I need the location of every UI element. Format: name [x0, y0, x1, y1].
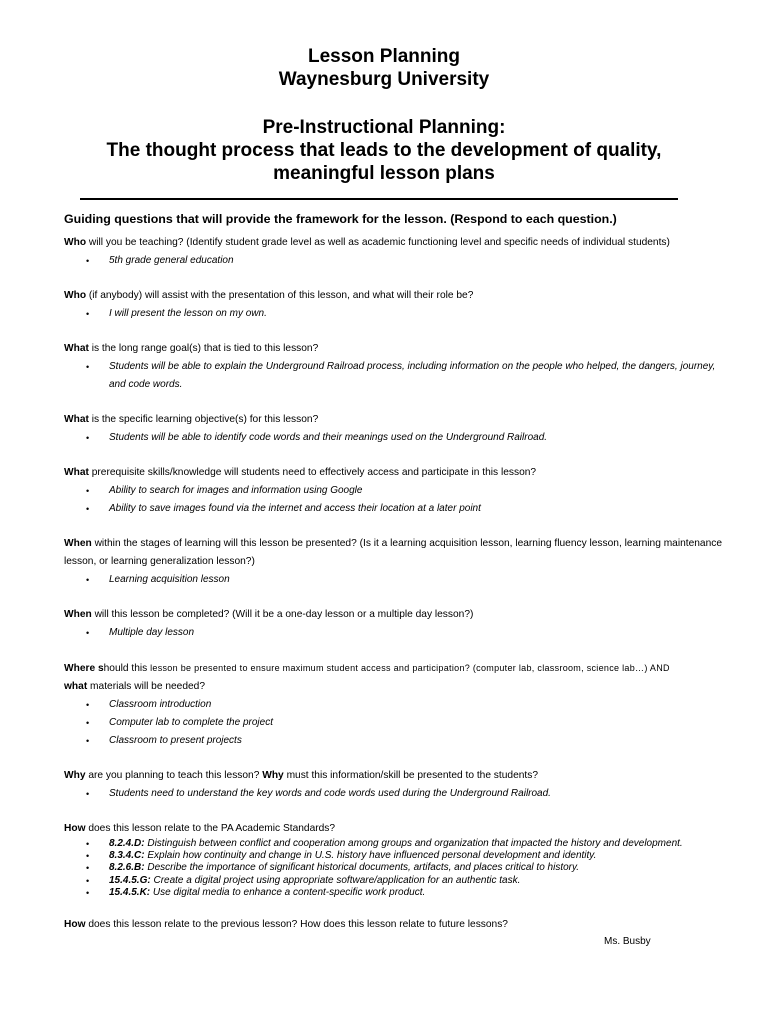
question-where-presented [64, 659, 724, 696]
answer-item [64, 252, 724, 270]
answer-list [64, 785, 724, 803]
standard-item [64, 887, 724, 899]
answer-list [64, 482, 724, 518]
answer-item [64, 482, 724, 500]
standard-description: Describe the importance of significant historical documents, artifacts, and places critical to history. [144, 862, 580, 874]
answer-item [64, 305, 724, 323]
standard-description: Create a digital project using appropriate software/application for an authentic task. [150, 874, 521, 886]
answer-item [64, 696, 724, 714]
question-keyword: How [64, 823, 86, 834]
answer-text: Computer lab to complete the project [109, 717, 273, 728]
question-lesson-relation [64, 916, 724, 934]
answer-item [64, 732, 724, 750]
answer-item [64, 624, 724, 642]
bullet-icon: • [86, 362, 90, 372]
bullet-icon: • [86, 718, 90, 728]
subtitle-line-1: Pre-Instructional Planning: [262, 117, 506, 138]
bullet-icon: • [86, 851, 90, 862]
answer-list [64, 429, 724, 447]
question-text-continued: lesson be presented to ensure maximum student access and participation? (computer lab, classroom, science lab…) AND [150, 663, 670, 673]
question-long-range-goal [64, 340, 724, 358]
standard-item [64, 850, 724, 862]
standard-code: 15.4.5.G: [109, 874, 151, 886]
standard-item [64, 862, 724, 874]
title-line-2: Waynesburg University [278, 69, 490, 90]
question-keyword: what [64, 681, 88, 692]
answer-item [64, 714, 724, 732]
standard-code: 8.2.4.D: [109, 838, 145, 849]
question-text: does this lesson relate to the previous lesson? How does this lesson relate to future lessons? [85, 919, 508, 931]
question-text: prerequisite skills/knowledge will students need to effectively access and participate in this lesson? [88, 467, 537, 478]
title-line-1: Lesson Planning [307, 46, 461, 67]
standard-code: 8.2.6.B: [109, 862, 145, 874]
question-text: (if anybody) will assist with the presentation of this lesson, and what will their role be? [86, 290, 474, 301]
question-learning-objective [64, 411, 724, 429]
question-text: is the specific learning objective(s) for this lesson? [88, 414, 319, 425]
question-text: materials will be needed? [87, 681, 206, 692]
question-completion-time [64, 606, 724, 624]
answer-text: Learning acquisition lesson [109, 574, 230, 585]
question-keyword: How [64, 919, 86, 931]
answer-text: Ability to save images found via the internet and access their location at a later point [109, 503, 481, 514]
question-who-assist [64, 287, 724, 305]
bullet-icon: • [86, 504, 90, 514]
bullet-icon: • [86, 575, 90, 585]
answer-list [64, 571, 724, 589]
answer-item [64, 785, 724, 803]
answer-item [64, 571, 724, 589]
bullet-icon: • [86, 256, 90, 266]
standard-item [64, 875, 724, 887]
bullet-icon: • [86, 875, 90, 886]
question-text: is the long range goal(s) that is tied to this lesson? [88, 343, 319, 354]
answer-item [64, 358, 724, 394]
intro-heading: Guiding questions that will provide the framework for the lesson. (Respond to each question.) [64, 212, 617, 226]
subtitle-block [0, 116, 768, 185]
answer-text: Multiple day lesson [109, 627, 195, 638]
answer-text: Classroom to present projects [109, 735, 242, 746]
bullet-icon: • [86, 789, 90, 799]
question-text: hould this [103, 663, 151, 674]
bullet-icon: • [86, 433, 90, 443]
question-keyword: Why [64, 770, 86, 781]
answer-text: Students will be able to explain the Underground Railroad process, including information on the people who helped, the dangers, journey, and code words. [109, 361, 716, 390]
bullet-icon: • [86, 486, 90, 496]
standards-list [64, 838, 724, 899]
standard-item [64, 838, 724, 850]
subtitle-line-3: meaningful lesson plans [273, 163, 495, 184]
question-keyword: When [64, 538, 92, 549]
horizontal-divider [80, 198, 678, 200]
question-text: within the stages of learning will this lesson be presented? (Is it a learning acquisition lesson, learning fluency lesson, learning maintenance lesson, or learning generalization lesson?) [64, 538, 723, 567]
standard-description: Distinguish between conflict and cooperation among groups and organization that impacted the history and development. [144, 838, 683, 849]
question-why-teach [64, 767, 724, 785]
bullet-icon: • [86, 863, 90, 874]
bullet-icon: • [86, 628, 90, 638]
standard-code: 8.3.4.C: [109, 850, 145, 862]
question-keyword: Why [262, 770, 284, 781]
answer-text: I will present the lesson on my own. [109, 308, 267, 319]
question-text: will you be teaching? (Identify student grade level as well as academic functioning level and specific needs of individual students) [86, 237, 670, 248]
answer-text: Classroom introduction [109, 699, 212, 710]
bullet-icon: • [86, 700, 90, 710]
standard-code: 15.4.5.K: [109, 886, 151, 898]
answer-list [64, 305, 724, 323]
question-keyword: What [64, 467, 89, 478]
answer-item [64, 429, 724, 447]
standard-description: Explain how continuity and change in U.S. history have influenced personal development and identity. [144, 850, 597, 862]
question-keyword: Where s [64, 663, 104, 674]
question-keyword: Who [64, 237, 87, 248]
question-who-teaching [64, 234, 724, 252]
questions-section [64, 211, 724, 934]
question-text: are you planning to teach this lesson? [85, 770, 263, 781]
answer-text: Ability to search for images and information using Google [109, 485, 363, 496]
answer-list [64, 358, 724, 394]
subtitle-line-2: The thought process that leads to the development of quality, [106, 140, 662, 161]
title-block [0, 45, 768, 91]
question-text: must this information/skill be presented to the students? [283, 770, 538, 781]
bullet-icon: • [86, 309, 90, 319]
question-text: does this lesson relate to the PA Academic Standards? [85, 823, 336, 834]
answer-list [64, 252, 724, 270]
question-prerequisite-skills [64, 464, 724, 482]
answer-text: Students will be able to identify code words and their meanings used on the Underground Railroad. [109, 432, 548, 443]
answer-item [64, 500, 724, 518]
bullet-icon: • [86, 839, 90, 849]
question-keyword: When [64, 609, 92, 620]
question-keyword: What [64, 414, 89, 425]
question-pa-standards [64, 820, 724, 838]
question-keyword: What [64, 343, 89, 354]
standard-description: Use digital media to enhance a content-specific work product. [150, 886, 426, 898]
question-keyword: Who [64, 290, 87, 301]
answer-list [64, 696, 724, 750]
author-signature: Ms. Busby [604, 936, 651, 947]
answer-text: 5th grade general education [109, 255, 234, 266]
answer-list [64, 624, 724, 642]
bullet-icon: • [86, 887, 90, 898]
question-text: will this lesson be completed? (Will it be a one-day lesson or a multiple day lesson?) [91, 609, 474, 620]
answer-text: Students need to understand the key words and code words used during the Underground Railroad. [109, 788, 551, 799]
bullet-icon: • [86, 736, 90, 746]
question-learning-stage [64, 535, 724, 571]
